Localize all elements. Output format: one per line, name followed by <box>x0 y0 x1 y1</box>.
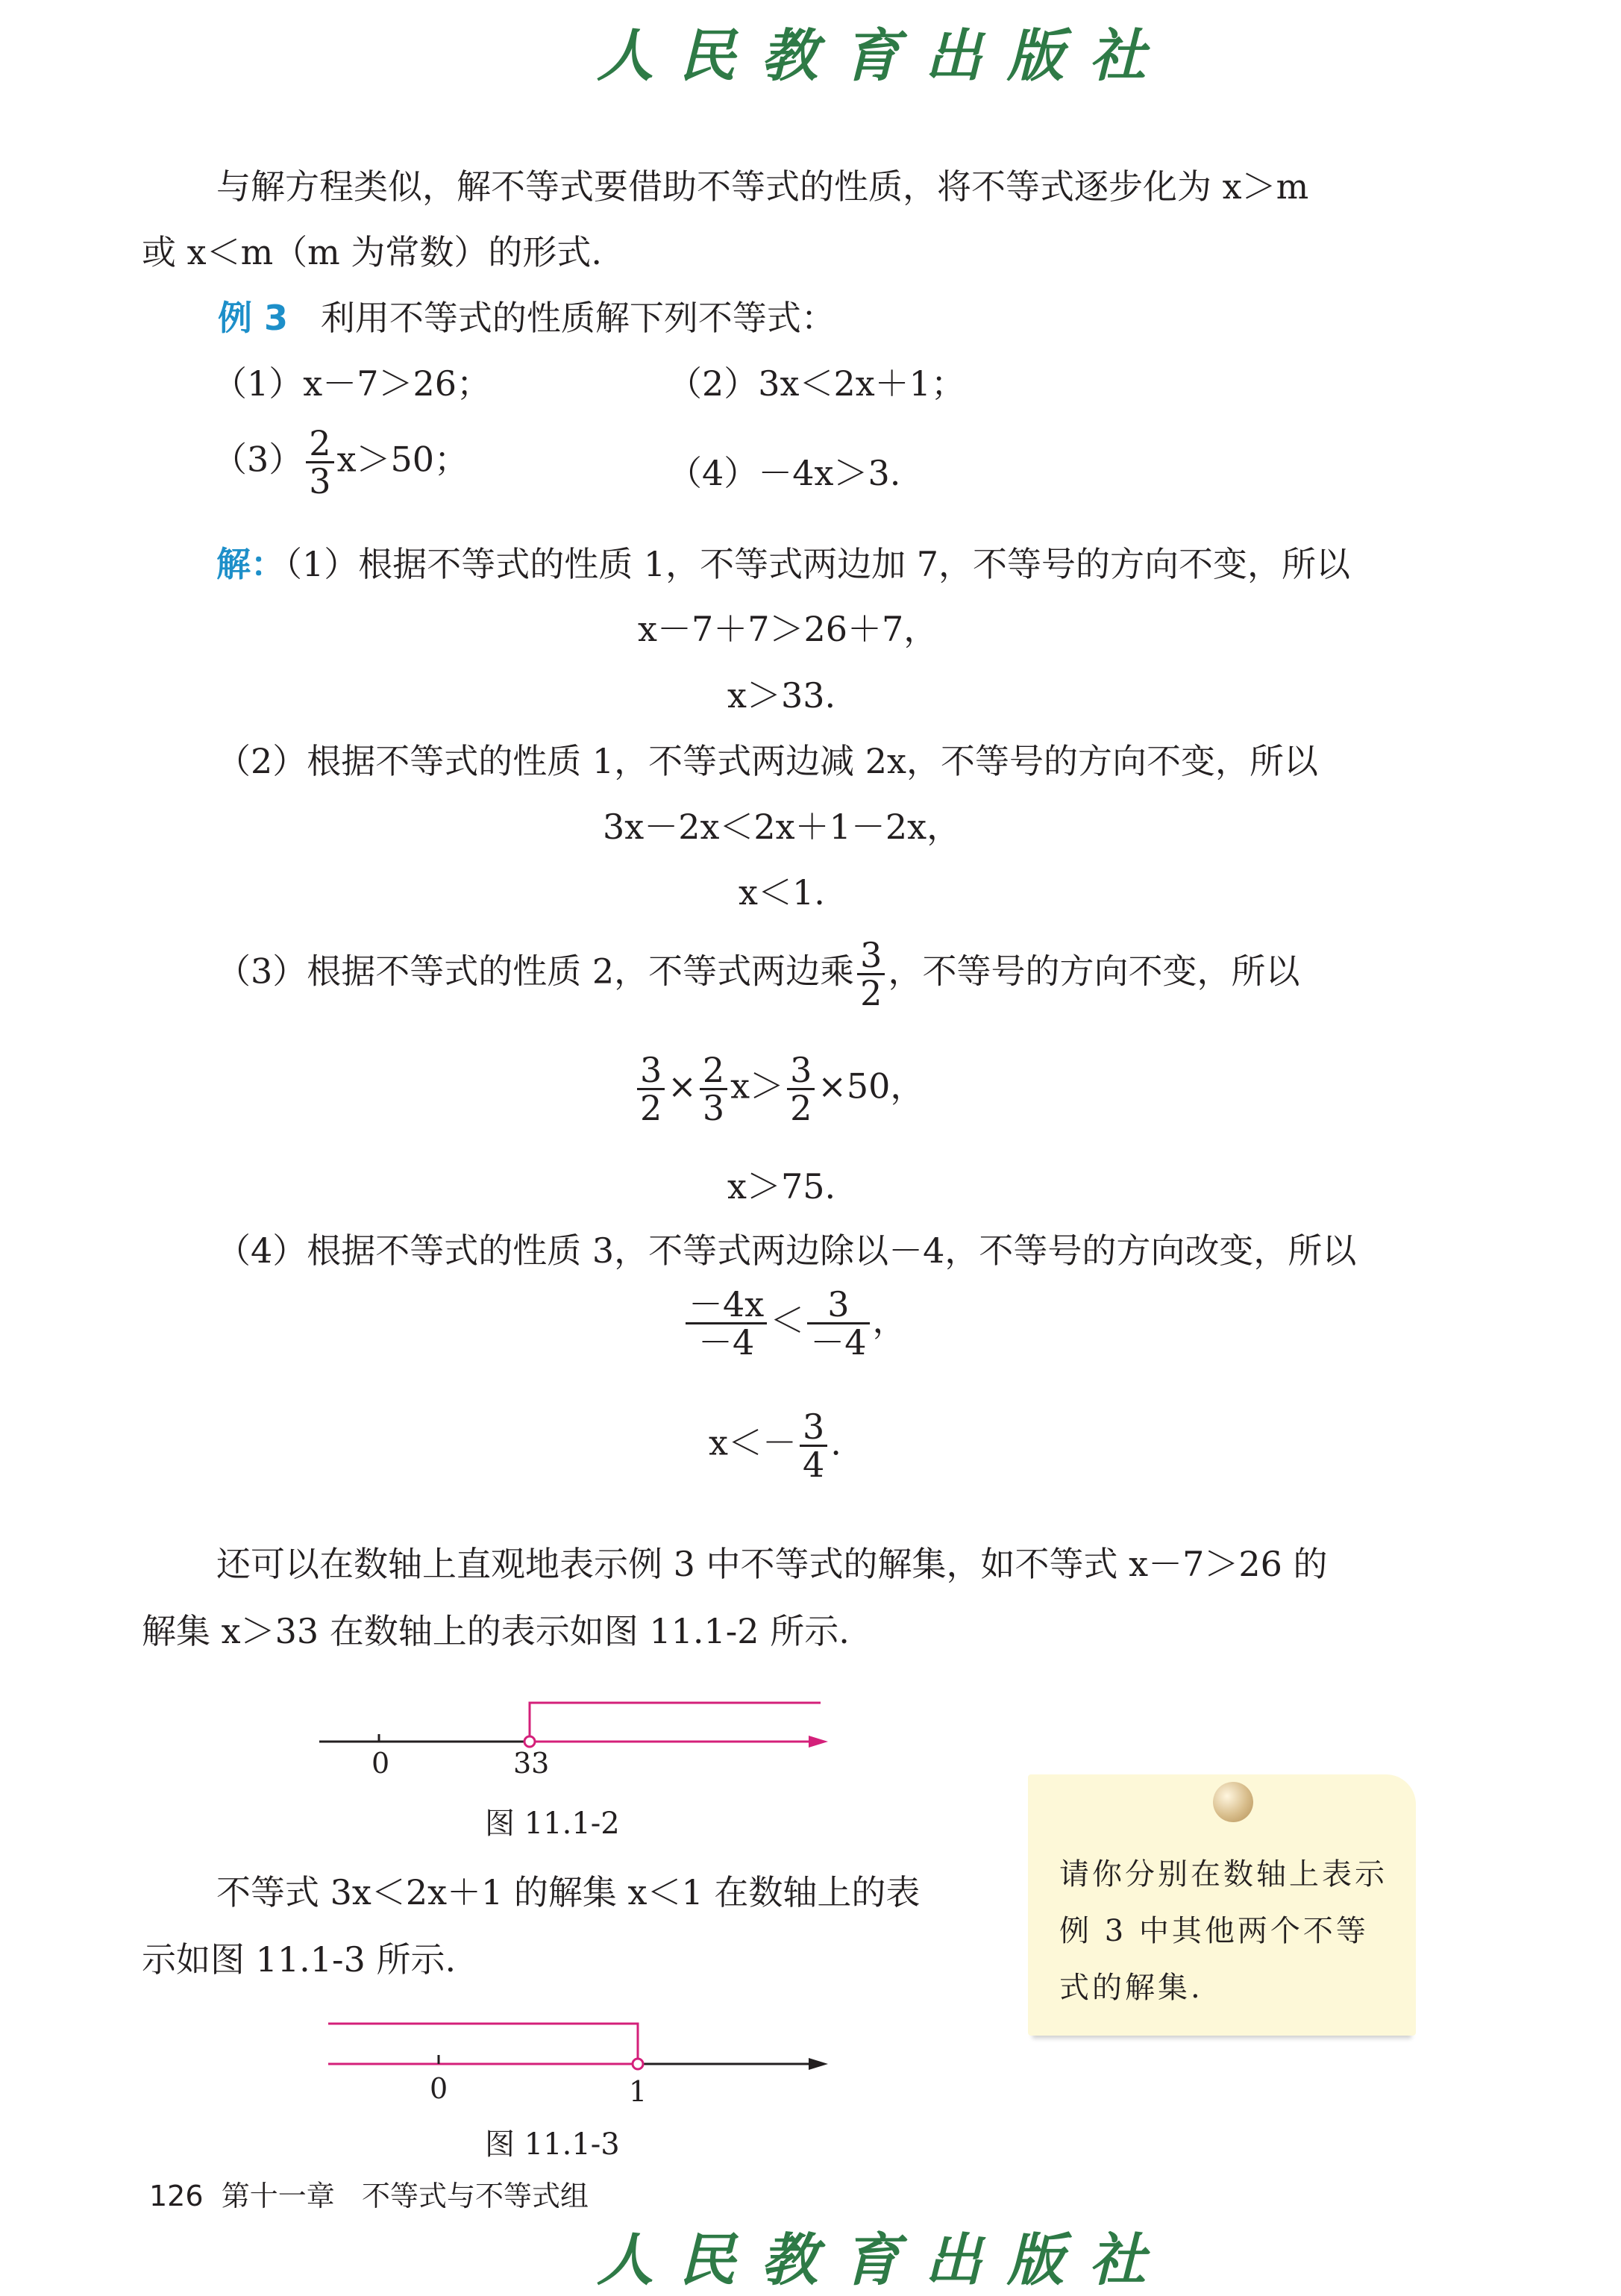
figure-2-caption: 图 11.1-3 <box>485 2127 620 2162</box>
solution-2-text: （2）根据不等式的性质 1，不等式两边减 2x，不等号的方向不变，所以 <box>216 741 1318 781</box>
chapter-title: 不等式与不等式组 <box>361 2180 589 2212</box>
example-prompt: 利用不等式的性质解下列不等式： <box>320 298 835 338</box>
fraction: $\frac{3}{2}$ <box>857 937 885 1011</box>
intro-line-1: 与解方程类似，解不等式要借助不等式的性质，将不等式逐步化为 x＞m <box>216 166 1309 207</box>
intro-line-2: 或 x＜m（m 为常数）的形式. <box>142 232 603 272</box>
solution-4-text: （4）根据不等式的性质 3，不等式两边除以－4，不等号的方向改变，所以 <box>216 1230 1357 1271</box>
numberline-intro-1: 还可以在数轴上直观地表示例 3 中不等式的解集，如不等式 x－7＞26 的 <box>216 1544 1328 1584</box>
problem-1: （1）x－7＞26； <box>213 363 492 404</box>
publisher-logo-bottom: 人民教育出版社 <box>597 2227 1171 2293</box>
second-intro-2: 示如图 11.1-3 所示. <box>142 1939 457 1980</box>
label-zero: 0 <box>430 2072 448 2105</box>
solution-1-equation-2: x＞33. <box>727 675 836 716</box>
solution-label: 解： <box>216 544 285 584</box>
solution-2-equation-2: x＜1. <box>739 872 825 913</box>
figure-1-caption: 图 11.1-2 <box>485 1807 620 1841</box>
label-zero: 0 <box>371 1747 390 1776</box>
solution-bracket <box>328 2024 638 2064</box>
solution-3-equation-1: $\frac{3}{2}$ × $\frac{2}{3}$ x＞ $\frac{3}{2}$ ×50， <box>634 1052 924 1126</box>
sticky-note <box>1028 1774 1416 2036</box>
solution-4-equation-1: $\frac{-4x}{-4}$ ＜ $\frac{3}{-4}$ ， <box>683 1286 907 1360</box>
solution-1-text: 解：（1）根据不等式的性质 1，不等式两边加 7，不等号的方向不变，所以 <box>216 544 1351 584</box>
open-endpoint <box>633 2059 643 2069</box>
solution-3-text: （3）根据不等式的性质 2，不等式两边乘 $\frac{3}{2}$ ，不等号的方向不变，所以 <box>216 935 1300 1013</box>
page-number: 126 <box>149 2180 204 2212</box>
example-heading <box>218 297 835 339</box>
number-line-figure-2 <box>321 2007 843 2112</box>
numberline-intro-2: 解集 x＞33 在数轴上的表示如图 11.1-2 所示. <box>142 1611 850 1651</box>
solution-4-equation-2: x＜－ $\frac{3}{4}$ . <box>709 1407 841 1485</box>
page-footer <box>149 2173 589 2214</box>
arrow-head <box>809 1736 828 1748</box>
label-1: 1 <box>629 2075 648 2108</box>
solution-2-equation-1: 3x－2x＜2x＋1－2x， <box>603 807 962 847</box>
arrow-head <box>809 2058 828 2070</box>
fraction: $\frac{2}{3}$ <box>306 425 333 499</box>
chapter-label: 第十一章 <box>221 2180 335 2212</box>
problem-4: （4）－4x＞3. <box>668 453 901 493</box>
label-33: 33 <box>513 1747 550 1776</box>
number-line-figure-1 <box>313 1686 835 1776</box>
note-text: 请你分别在数轴上表示例 3 中其他两个不等式的解集. <box>1059 1857 1388 2005</box>
solution-bracket <box>530 1703 821 1742</box>
problem-2: （2）3x＜2x＋1； <box>668 363 965 404</box>
solution-3-equation-2: x＞75. <box>727 1166 836 1207</box>
example-label: 例 3 <box>218 298 289 338</box>
open-endpoint <box>524 1736 535 1747</box>
second-intro-1: 不等式 3x＜2x＋1 的解集 x＜1 在数轴上的表 <box>216 1872 921 1912</box>
problem-3: （3） $\frac{2}{3}$ x＞50； <box>213 423 469 501</box>
pushpin-icon <box>1213 1782 1253 1822</box>
solution-1-equation-1: x－7＋7＞26＋7， <box>638 609 938 649</box>
publisher-logo: 人民教育出版社 <box>597 22 1171 89</box>
